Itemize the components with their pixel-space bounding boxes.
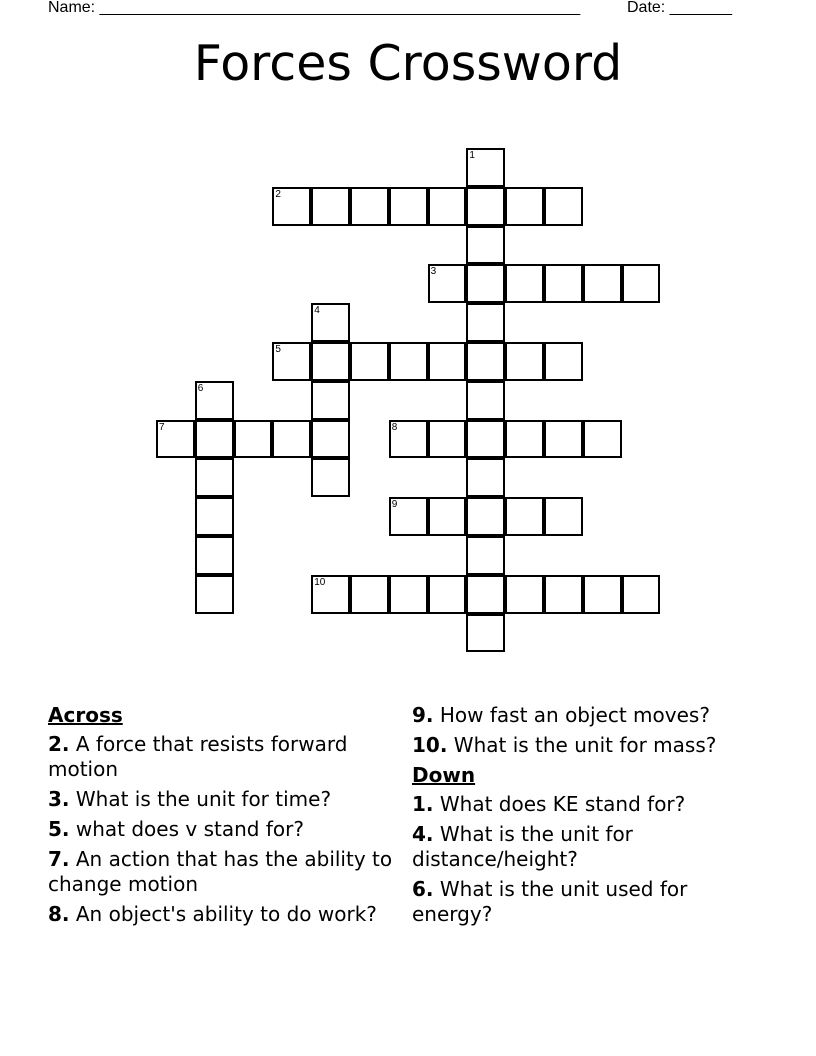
grid-cell[interactable]	[466, 575, 505, 614]
name-label: Name:	[48, 0, 96, 16]
clue-text: What does KE stand for?	[439, 792, 686, 816]
clue-text: what does v stand for?	[75, 817, 304, 841]
clues-column-left	[48, 703, 398, 932]
grid-cell[interactable]	[389, 497, 428, 536]
clue-across-2	[48, 732, 398, 782]
grid-cell[interactable]	[583, 264, 622, 303]
clue-down-1	[412, 792, 762, 817]
grid-cell[interactable]	[505, 264, 544, 303]
clue-across-3	[48, 787, 398, 812]
grid-cell[interactable]	[311, 575, 350, 614]
grid-cell[interactable]	[544, 497, 583, 536]
clue-number-label: 3	[430, 266, 437, 278]
date-label: Date:	[627, 0, 666, 16]
grid-cell[interactable]	[583, 420, 622, 459]
grid-cell[interactable]	[544, 342, 583, 381]
grid-cell[interactable]	[466, 148, 505, 187]
grid-cell[interactable]	[350, 342, 389, 381]
clue-number: 10.	[412, 733, 448, 757]
grid-cell[interactable]	[466, 420, 505, 459]
clue-number-label: 6	[197, 382, 204, 394]
grid-cell[interactable]	[350, 187, 389, 226]
grid-cell[interactable]	[505, 342, 544, 381]
grid-cell[interactable]	[622, 264, 661, 303]
grid-cell[interactable]	[428, 420, 467, 459]
clue-number: 2.	[48, 732, 70, 756]
grid-cell[interactable]	[466, 187, 505, 226]
grid-cell[interactable]	[272, 342, 311, 381]
grid-cell[interactable]	[195, 497, 234, 536]
grid-cell[interactable]	[389, 575, 428, 614]
grid-cell[interactable]	[466, 226, 505, 265]
grid-cell[interactable]	[466, 458, 505, 497]
grid-cell[interactable]	[272, 420, 311, 459]
grid-cell[interactable]	[195, 381, 234, 420]
clue-number-label: 2	[275, 188, 281, 200]
clue-number-label: 4	[314, 305, 320, 317]
grid-cell[interactable]	[428, 497, 467, 536]
page-title: Forces Crossword	[193, 35, 623, 92]
grid-cell[interactable]	[544, 187, 583, 226]
grid-cell[interactable]	[466, 342, 505, 381]
clue-number: 5.	[48, 817, 70, 841]
grid-cell[interactable]	[234, 420, 273, 459]
clue-number: 3.	[48, 787, 70, 811]
clue-across-9	[412, 703, 762, 728]
grid-cell[interactable]	[466, 264, 505, 303]
clue-number: 6.	[412, 877, 434, 901]
grid-cell[interactable]	[428, 342, 467, 381]
grid-cell[interactable]	[466, 381, 505, 420]
grid-cell[interactable]	[272, 187, 311, 226]
grid-cell[interactable]	[466, 536, 505, 575]
grid-cell[interactable]	[505, 187, 544, 226]
clue-text: What is the unit used for energy?	[412, 877, 688, 926]
clue-number: 9.	[412, 703, 434, 727]
grid-cell[interactable]	[350, 575, 389, 614]
grid-cell[interactable]	[389, 187, 428, 226]
clue-across-7	[48, 847, 398, 897]
down-heading: Down	[412, 763, 476, 787]
clue-number-label: 1	[469, 150, 475, 161]
grid-cell[interactable]	[195, 458, 234, 497]
clue-down-4	[412, 822, 762, 872]
grid-cell[interactable]	[156, 420, 195, 459]
grid-cell[interactable]	[428, 264, 467, 303]
clue-text: What is the unit for time?	[75, 787, 332, 811]
clue-number: 7.	[48, 847, 70, 871]
grid-cell[interactable]	[389, 342, 428, 381]
clue-down-6	[412, 877, 762, 927]
clue-number-label: 5	[275, 344, 281, 355]
grid-cell[interactable]	[195, 420, 234, 459]
clue-number: 4.	[412, 822, 434, 846]
clue-text: An action that has the ability to change motion	[48, 847, 393, 896]
across-heading: Across	[48, 703, 123, 727]
grid-cell[interactable]	[466, 614, 505, 653]
clue-text: A force that resists forward motion	[48, 732, 348, 781]
clue-number: 8.	[48, 902, 70, 926]
grid-cell[interactable]	[544, 575, 583, 614]
grid-cell[interactable]	[583, 575, 622, 614]
date-line[interactable]: _______	[669, 0, 732, 16]
grid-cell[interactable]	[311, 381, 350, 420]
clue-text: What is the unit for distance/height?	[412, 822, 633, 871]
grid-cell[interactable]	[311, 458, 350, 497]
grid-cell[interactable]	[505, 420, 544, 459]
clue-across-8	[48, 902, 398, 927]
grid-cell[interactable]	[466, 497, 505, 536]
clues-column-right	[412, 703, 762, 932]
name-line[interactable]: ______________________________________________________	[99, 0, 581, 16]
clue-text: How fast an object moves?	[439, 703, 710, 727]
grid-cell[interactable]	[622, 575, 661, 614]
clue-number: 1.	[412, 792, 434, 816]
clue-number-label: 7	[159, 421, 165, 433]
grid-cell[interactable]	[311, 420, 350, 459]
grid-cell[interactable]	[505, 497, 544, 536]
grid-cell[interactable]	[544, 264, 583, 303]
clue-text: An object's ability to do work?	[75, 902, 377, 926]
grid-cell[interactable]	[428, 187, 467, 226]
clue-across-5	[48, 817, 398, 842]
grid-cell[interactable]	[389, 420, 428, 459]
grid-cell[interactable]	[505, 575, 544, 614]
clue-number-label: 10	[314, 576, 326, 588]
grid-cell[interactable]	[428, 575, 467, 614]
grid-cell[interactable]	[195, 575, 234, 614]
grid-cell[interactable]	[195, 536, 234, 575]
clue-across-10	[412, 733, 762, 758]
grid-cell[interactable]	[544, 420, 583, 459]
clue-text: What is the unit for mass?	[453, 733, 717, 757]
grid-cell[interactable]	[311, 342, 350, 381]
clue-number-label: 8	[391, 421, 398, 433]
grid-cell[interactable]	[466, 303, 505, 342]
grid-cell[interactable]	[311, 303, 350, 342]
grid-cell[interactable]	[311, 187, 350, 226]
clue-number-label: 9	[391, 499, 398, 511]
